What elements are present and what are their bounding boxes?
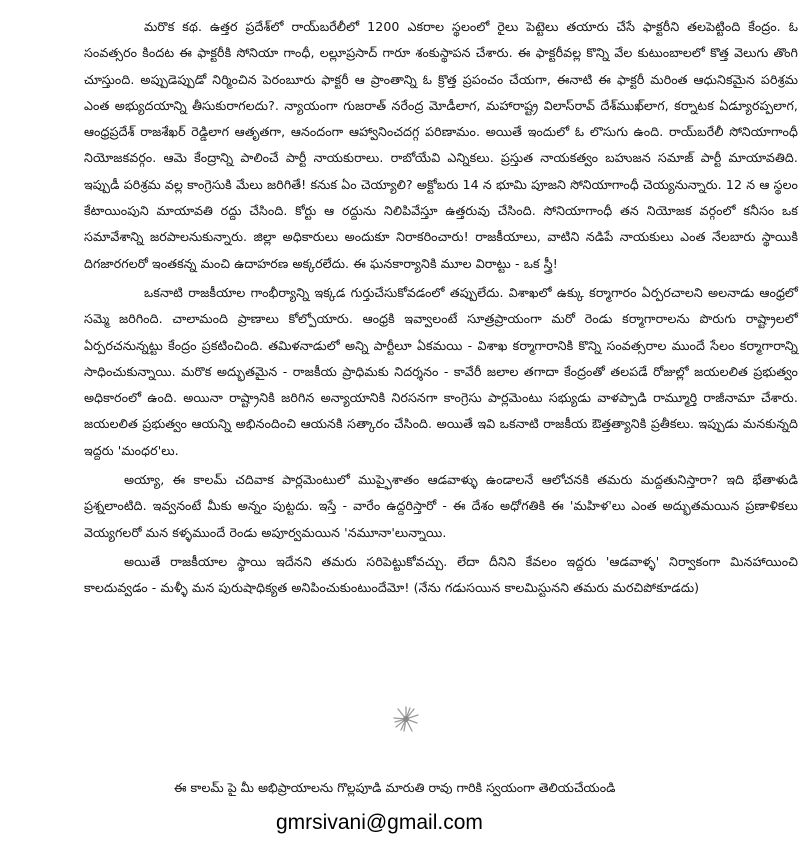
paragraph-4: అయితే రాజకీయాల స్థాయి ఇదేనని తమరు సరిపెట్టుకోవచ్చు. లేదా దీనిని కేవలం ఇద్దరు 'ఆడవాళ్ళ' నిర్వాకంగా మినహాయించి కాలదువ్వడం - మళ్ళీ మన పురుషాధిక్యత అనిపించుకుంటుందేమో! (నేను గడుసయిన కాలమిస్టునని తమరు మరచిపోకూడదు) — [84, 553, 798, 596]
paragraph-1: మరొక కథ. ఉత్తర ప్రదేశ్‌లో రాయ్‌బరేలీలో 1200 ఎకరాల స్థలంలో రైలు పెట్టెలు తయారు చేసే ఫాక్టరీని తలపెట్టింది కేంద్రం. ఓ సంవత్సరం కిందట ఈ ఫాక్టరీకి సోనియా గాంధీ, లల్లూప్రసాద్ గారూ శంకుస్థాపన చేశారు. ఈ ఫాక్టరీవల్ల కొన్ని వేల కుటుంబాలలో కొత్త వెలుగు తొంగి చూస్తుంది. అప్పుడెప్పుడో నిర్మించిన పెరంబూరు ఫాక్టరీ ఆ ప్రాంతాన్ని ఓ క్రొత్త ప్రపంచం చేయగా, ఈనాటి ఈ ఫాక్టరీ మరింత ఆధునికమైన పరిశ్రమ ఎంత అభ్యుదయాన్ని తీసుకురాగలదు?. న్యాయంగా గుజరాత్ నరేంద్ర మోడీలాగ, మహారాష్ట్ర విలాస్‌రావ్ దేశ్‌ముఖ్‌లాగ, కర్నాటక ఏడ్యూరప్పలాగ, ఆంధ్రప్రదేశ్ రాజశేఖర్ రెడ్డిలాగ ఆతృతగా, ఆనందంగా ఆహ్వానించదగ్గ పరిణామం. అయితే ఇందులో ఓ లొసుగు ఉంది. రాయ్‌బరేలీ సోనియాగాంధీ నియోజకవర్గం. ఆమె కేంద్రాన్ని పాలించే పార్టీ నాయకురాలు. రాబోయేవి ఎన్నికలు. ప్రస్తుత నాయకత్వం బహుజన సమాజ్ పార్టీ మాయావతిది. ఇప్పుడీ పరిశ్రమ వల్ల కాంగ్రెసుకి మేలు జరిగితే! కనుక ఏం చెయ్యాలి? అక్టోబరు 14 న భూమి పూజని సోనియాగాంధీ చెయ్యనున్నారు. 12 న ఆ స్థలం కేటాయింపుని మాయావతి రద్దు చేసింది. కోర్టు ఆ రద్దును నిలిపివేస్తూ ఉత్తరువు చేసింది. సోనియాగాంధీ తన నియోజక వర్గంలో కనీసం ఒక సమావేశాన్ని జరపాలనుకున్నారు. జిల్లా అధికారులు అందుకూ నిరాకరించారు! రాజకీయాలు, వాటిని నడిపే నాయకులు ఎంత నేలబారు స్థాయికి దిగజారగలరో ఇంతకన్న మంచి ఉదాహరణ అక్కరలేదు. ఈ ఘనకార్యానికి మూల విరాట్టు - ఒక స్త్రీ! — [84, 19, 798, 271]
footer-note: ఈ కాలమ్ పై మీ అభిప్రాయాలను గొల్లపూడి మారుతి రావు గారికి స్వయంగా తెలియచేయండి — [174, 780, 616, 795]
paragraph-2: ఒకనాటి రాజకీయాల గాంభీర్యాన్ని ఇక్కడ గుర్తుచేసుకోవడంలో తప్పులేదు. విశాఖలో ఉక్కు కర్మాగారం ఏర్పరచాలని అలనాడు ఆంధ్రలో సమ్మె జరిగింది. చాలామంది ప్రాణాలు కోల్పోయారు. ఆంధ్రకి ఇవ్వాలంటే సూత్రప్రాయంగా మరో రెండు కర్మాగారాలను పొరుగు రాష్ట్రాలలో ఏర్పరచనున్నట్టు కేంద్రం ప్రకటించింది. తమిళనాడులో అన్ని పార్టీలూ ఏకమయి - విశాఖ కర్మాగారానికి కొన్ని సంవత్సరాల ముందే సేలం కర్మాగారాన్ని సాధించుకున్నాయి. మరొక అద్భుతమైన - రాజకీయ ప్రాధిమకు నిదర్శనం - కావేరీ జలాల తగాదా కేంద్రంతో తలపడే రోజుల్లో జయలలిత ప్రభుత్వం అధికారంలో ఉంది. అయినా రాష్ట్రానికి జరిగిన అన్యాయానికి నిరసనగా కాంగ్రెసు పార్లమెంటు సభ్యుడు వాళప్పాడి రామ్మూర్తి రాజీనామా చేశారు. జయలలిత ప్రభుత్వం ఆయన్ని అభినందించి ఆయనకి సత్కారం చేసింది. అయితే ఇవి ఒకనాటి రాజకీయ ఔత్తత్యానికి ప్రతీకలు. ఇప్పుడు మనకున్నది ఇద్దరు 'మంధర'లు. — [84, 284, 798, 458]
email-address[interactable]: gmrsivani@gmail.com — [276, 811, 483, 834]
starburst-icon — [393, 706, 419, 732]
article-body — [84, 14, 798, 605]
paragraph-3: అయ్యా, ఈ కాలమ్ చదివాక పార్లమెంటులో ముప్ఫైశాతం ఆడవాళ్ళు ఉండాలనే ఆలోచనకి తమరు మద్దతునిస్తారా? ఇది భేతాళుడి ప్రశ్నలాంటిది. ఇవ్వనంటే మీకు అన్నం పుట్టదు. ఇస్తే - వారేం ఉద్దరిస్తారో - ఈ దేశం అధోగతికి ఈ 'మహిళ'లు ఎంత అద్భుతమయిన ప్రణాళికలు వెయ్యగలరో మన కళ్ళముందే రెండు అపూర్వమయిన 'నమూనా'లున్నాయి. — [84, 472, 798, 540]
